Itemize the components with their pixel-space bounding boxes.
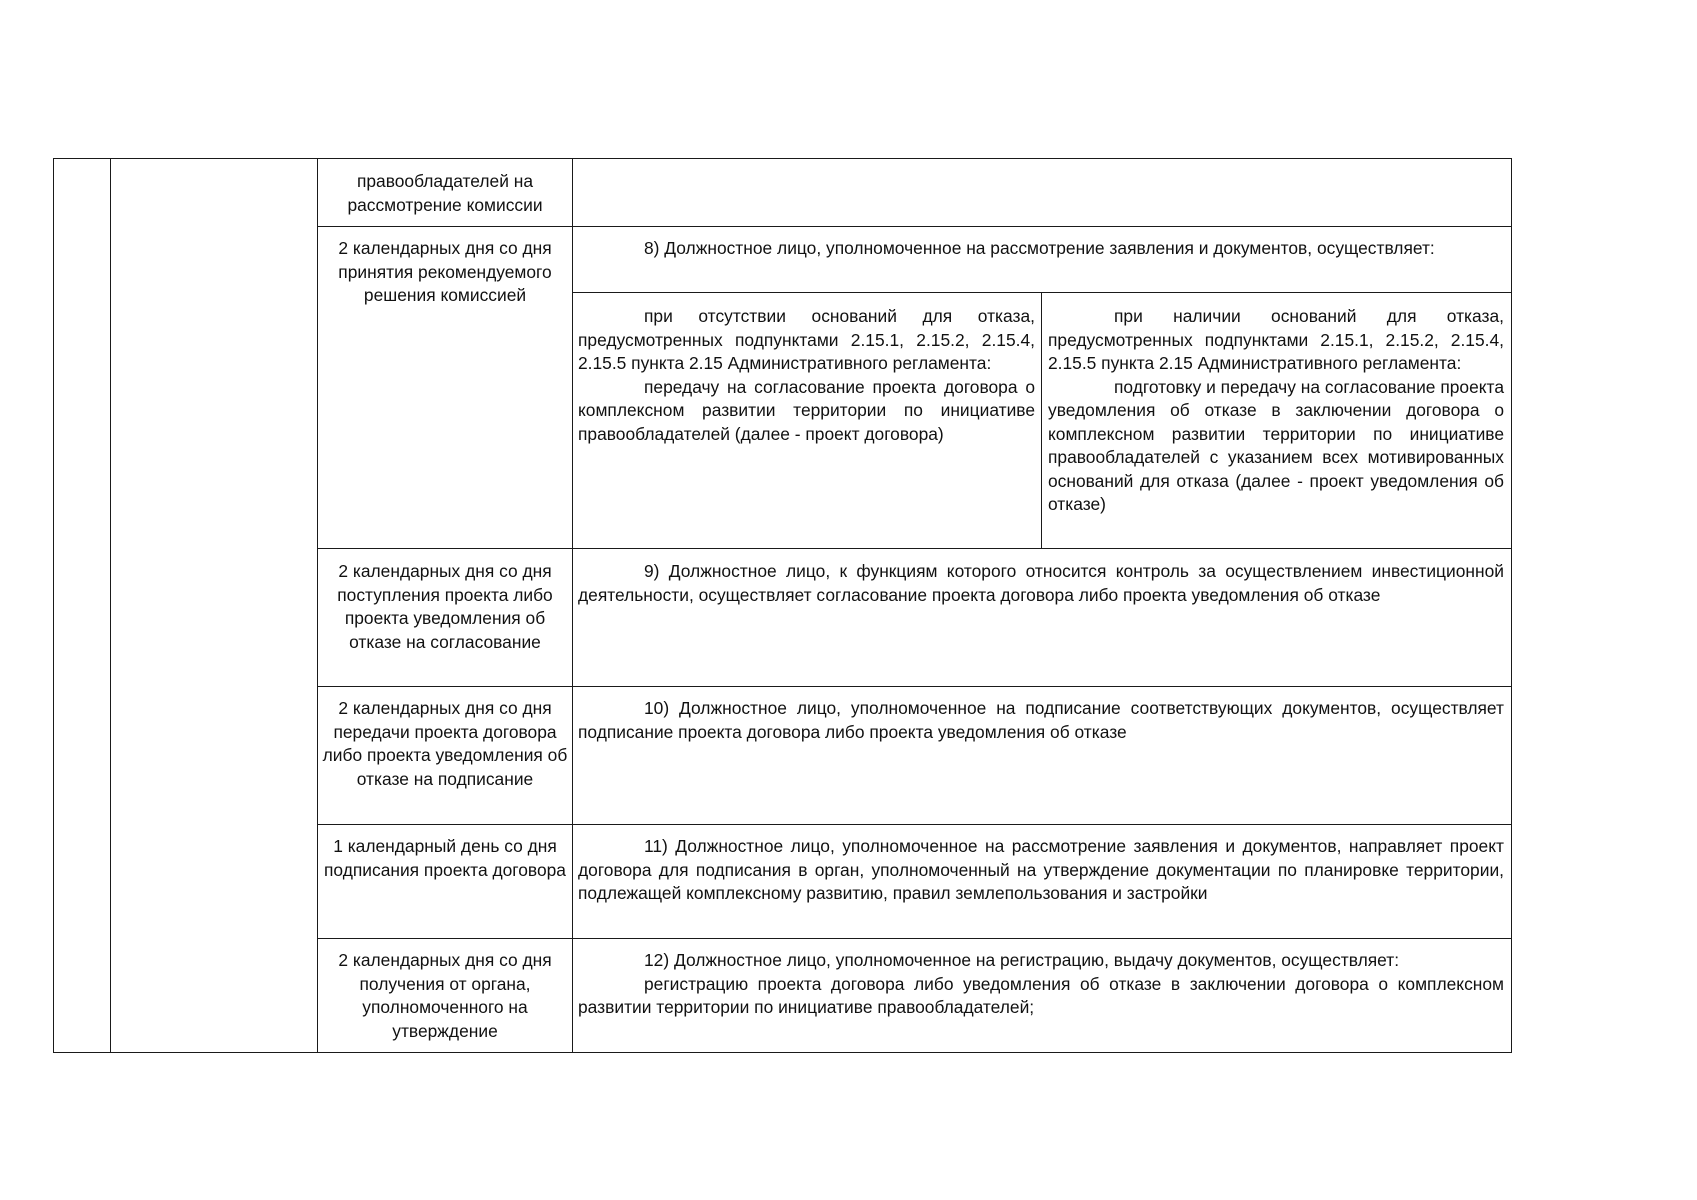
grounds-cell — [1048, 305, 1504, 517]
grounds-condition: при наличии оснований для отказа, предусмотренных подпунктами 2.15.1, 2.15.2, 2.15.4, 2.15.5 пункта 2.15 Административного регламента: — [1048, 306, 1504, 373]
column-divider — [110, 158, 111, 1053]
term-text: 2 календарных дня со дня передачи проекта договора либо проекта уведомления об отказе на подписание — [322, 698, 568, 789]
column-divider — [317, 158, 318, 1053]
no-grounds-condition: при отсутствии оснований для отказа, предусмотренных подпунктами 2.15.1, 2.15.2, 2.15.4, 2.15.5 пункта 2.15 Административного регламента: — [578, 306, 1035, 373]
row-divider — [318, 824, 1512, 825]
row-divider — [318, 686, 1512, 687]
action-text: 9) Должностное лицо, к функциям которого относится контроль за осуществлением инвестиционной деятельности, осуществляет согласование проекта договора либо проекта уведомления об отказе — [578, 561, 1504, 605]
column-divider — [1041, 292, 1042, 549]
action-cell — [578, 237, 1504, 261]
row-divider — [572, 292, 1512, 293]
term-cell — [322, 697, 568, 791]
table-border-bottom — [53, 1052, 1512, 1053]
row-divider — [318, 226, 1512, 227]
term-cell — [330, 560, 560, 654]
row-divider — [318, 938, 1512, 939]
action-text: 10) Должностное лицо, уполномоченное на подписание соответствующих документов, осуществляет подписание проекта договора либо проекта уведомления об отказе — [578, 698, 1504, 742]
action-detail-text: регистрацию проекта договора либо уведомления об отказе в заключении договора о комплексном развитии территории по инициативе правообладателей; — [578, 973, 1504, 1017]
term-cell — [330, 237, 560, 308]
action-text: 12) Должностное лицо, уполномоченное на регистрацию, выдачу документов, осуществляет: — [644, 950, 1400, 970]
term-text: 1 календарный день со дня подписания проекта договора — [324, 836, 566, 880]
column-divider — [572, 158, 573, 1053]
term-cell — [322, 835, 568, 882]
row-divider — [318, 548, 1512, 549]
term-text: 2 календарных дня со дня принятия рекомендуемого решения комиссией — [338, 238, 552, 305]
table-border-top — [53, 158, 1512, 159]
action-cell — [578, 835, 1504, 906]
action-cell — [578, 949, 1504, 1020]
no-grounds-cell — [578, 305, 1035, 446]
term-text: 2 календарных дня со дня поступления проекта либо проекта уведомления об отказе на согласование — [337, 561, 553, 652]
term-cell — [330, 170, 560, 217]
action-cell — [578, 560, 1504, 607]
table-border-right — [1511, 158, 1512, 1053]
term-text: правообладателей на рассмотрение комиссии — [347, 171, 543, 215]
table-border-left — [53, 158, 54, 1053]
action-text: 8) Должностное лицо, уполномоченное на рассмотрение заявления и документов, осуществляет: — [644, 238, 1435, 258]
term-cell — [320, 949, 570, 1043]
no-grounds-result: передачу на согласование проекта договора о комплексном развитии территории по инициативе правообладателей (далее - проект договора) — [578, 376, 1035, 444]
action-cell — [578, 697, 1504, 744]
term-text: 2 календарных дня со дня получения от органа, уполномоченного на утверждение — [338, 950, 552, 1041]
grounds-result: подготовку и передачу на согласование проекта уведомления об отказе в заключении договора о комплексном развитии территории по инициативе правообладателей с указанием всех мотивированных оснований для отказа (далее - проект уведомления об отказе) — [1048, 376, 1504, 514]
action-text: 11) Должностное лицо, уполномоченное на рассмотрение заявления и документов, направляет проект договора для подписания в орган, уполномоченный на утверждение документации по планировке территории, подлежащей комплексному развитию, правил землепользования и застройки — [578, 836, 1504, 903]
